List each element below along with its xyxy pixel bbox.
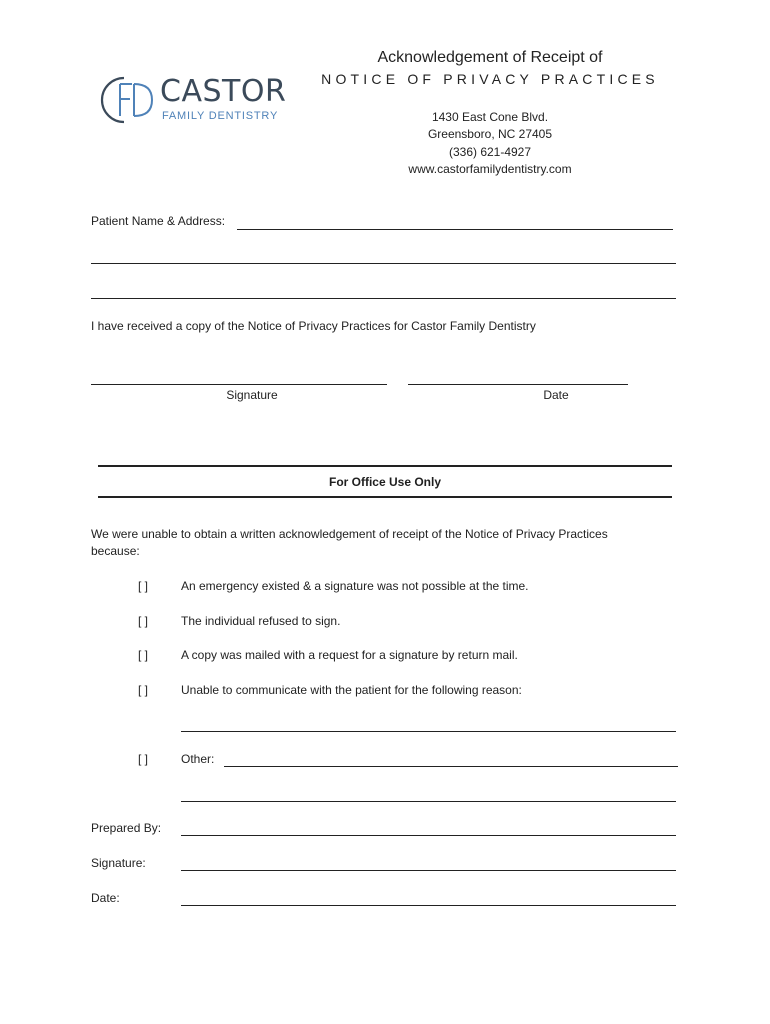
patient-address-line-2[interactable] [91,298,676,299]
receipt-statement: I have received a copy of the Notice of Privacy Practices for Castor Family Dentistry [91,319,536,333]
signature-caption: Signature [226,388,278,402]
unable-reason-field[interactable] [181,731,676,732]
address-street: 1430 East Cone Blvd. [431,110,549,124]
fd-monogram-icon [98,72,162,128]
reason-refused: The individual refused to sign. [181,614,341,628]
checkbox-refused[interactable]: [ ] [137,614,148,628]
reason-mailed: A copy was mailed with a request for a signature by return mail. [181,648,518,662]
patient-signature-field[interactable] [91,384,387,385]
reason-emergency: An emergency existed & a signature was not possible at the time. [181,579,529,593]
reason-unable: Unable to communicate with the patient for the following reason: [181,683,522,697]
logo-name: CASTOR [160,74,287,109]
other-reason-field-2[interactable] [181,801,676,802]
prepared-by-label: Prepared By: [91,821,162,835]
office-intro-cont: because: [91,544,140,558]
phone-number: (336) 621-4927 [448,145,532,159]
date-caption: Date [543,388,569,402]
office-signature-field[interactable] [181,870,676,871]
patient-date-field[interactable] [408,384,628,385]
office-signature-label: Signature: [91,856,146,870]
other-label: Other: [181,752,215,766]
logo-tagline: FAMILY DENTISTRY [162,110,279,122]
checkbox-emergency[interactable]: [ ] [137,579,148,593]
form-subtitle: NOTICE OF PRIVACY PRACTICES [321,71,659,87]
prepared-by-field[interactable] [181,835,676,836]
checkbox-other[interactable]: [ ] [137,752,148,766]
office-date-label: Date: [91,891,120,905]
office-divider-bottom [98,496,672,498]
office-divider-top [98,465,672,467]
patient-address-line-1[interactable] [91,263,676,264]
other-reason-field[interactable] [224,766,678,767]
address-city: Greensboro, NC 27405 [427,127,553,141]
patient-name-label: Patient Name & Address: [91,214,226,228]
patient-name-field[interactable] [237,229,673,230]
checkbox-mailed[interactable]: [ ] [137,648,148,662]
office-intro: We were unable to obtain a written acknowledgement of receipt of the Notice of Privacy Practices [91,527,608,541]
office-date-field[interactable] [181,905,676,906]
website-link: www.castorfamilydentistry.com [408,162,572,176]
form-title: Acknowledgement of Receipt of [377,49,603,66]
castor-logo [98,72,298,128]
checkbox-unable[interactable]: [ ] [137,683,148,697]
office-use-heading: For Office Use Only [328,475,442,489]
